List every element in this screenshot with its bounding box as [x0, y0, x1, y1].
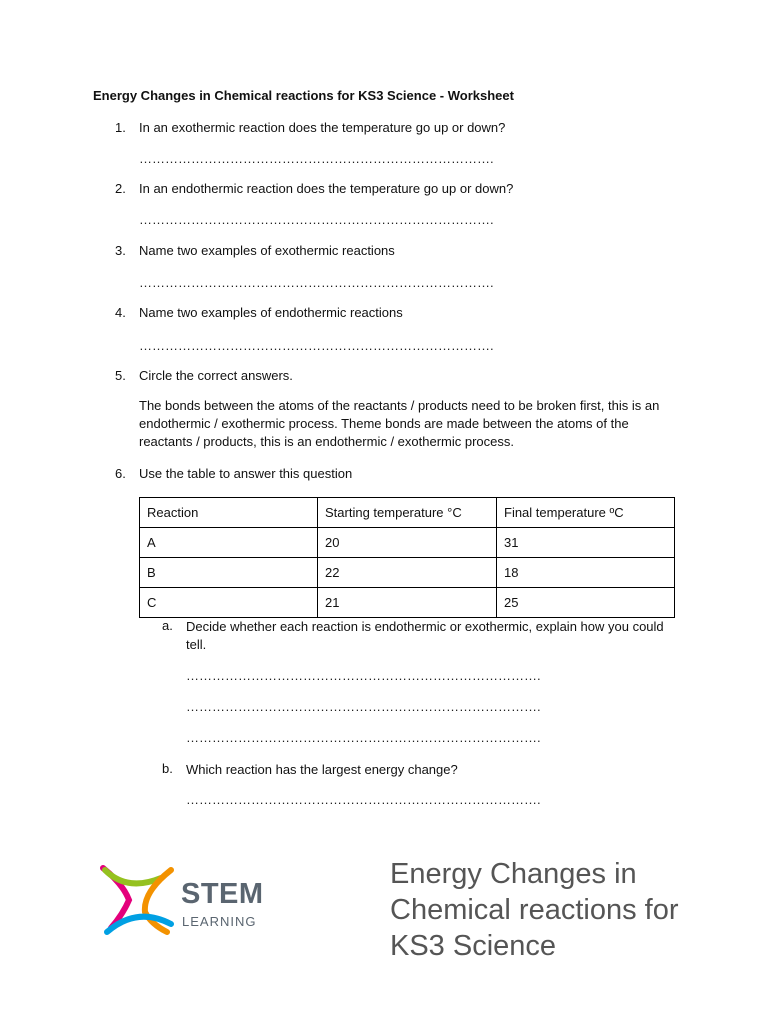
question-1-text: In an exothermic reaction does the temperature go up or down? — [139, 120, 506, 135]
question-4-text: Name two examples of endothermic reactions — [139, 305, 403, 320]
subquestion-b-label: b. — [162, 761, 173, 776]
table-cell: A — [140, 528, 318, 558]
question-6-text: Use the table to answer this question — [139, 466, 353, 481]
circle-answers-paragraph: The bonds between the atoms of the reactants / products need to be broken first, this is an endothermic / exothermic process. Theme bonds are made between the atoms of the reactants / products, this is an endothermic / exothermic process. — [139, 398, 660, 449]
table-row — [140, 558, 675, 588]
reaction-table — [139, 497, 675, 618]
question-2-number: 2. — [115, 181, 126, 196]
table-header-cell: Starting temperature °C — [318, 498, 497, 528]
question-5-number: 5. — [115, 368, 126, 383]
question-1-number: 1. — [115, 120, 126, 135]
table-row — [140, 588, 675, 618]
subquestion-a-label: a. — [162, 618, 173, 633]
table-header-cell: Final temperature ºC — [497, 498, 675, 528]
table-cell: 25 — [497, 588, 675, 618]
answer-line-a2: ………………………………………………………………………. — [186, 699, 541, 714]
answer-line-b1: ………………………………………………………………………. — [186, 792, 541, 807]
table-header-cell: Reaction — [140, 498, 318, 528]
question-2-text: In an endothermic reaction does the temperature go up or down? — [139, 181, 514, 196]
table-row — [140, 528, 675, 558]
answer-line-2: ………………………………………………………………………. — [139, 212, 494, 227]
logo-learning-text: LEARNING — [182, 914, 257, 929]
table-cell: 22 — [318, 558, 497, 588]
table-header-row — [140, 498, 675, 528]
answer-line-4: ………………………………………………………………………. — [139, 338, 494, 353]
answer-line-a3: ………………………………………………………………………. — [186, 730, 541, 745]
table-cell: 31 — [497, 528, 675, 558]
answer-line-3: ………………………………………………………………………. — [139, 275, 494, 290]
footer-title: Energy Changes in Chemical reactions for KS3 Science — [390, 858, 679, 962]
worksheet-title: Energy Changes in Chemical reactions for KS3 Science - Worksheet — [93, 88, 514, 103]
question-5-text: Circle the correct answers. — [139, 368, 293, 383]
question-4-number: 4. — [115, 305, 126, 320]
table-cell: B — [140, 558, 318, 588]
answer-line-1: ………………………………………………………………………. — [139, 151, 494, 166]
table-cell: 18 — [497, 558, 675, 588]
subquestion-b-text: Which reaction has the largest energy change? — [186, 762, 458, 777]
table-cell: 20 — [318, 528, 497, 558]
subquestion-a-text: Decide whether each reaction is endothermic or exothermic, explain how you could tell. — [186, 619, 664, 652]
answer-line-a1: ………………………………………………………………………. — [186, 668, 541, 683]
table-cell: C — [140, 588, 318, 618]
logo-stem-text: STEM — [181, 878, 264, 910]
question-3-number: 3. — [115, 243, 126, 258]
table-cell: 21 — [318, 588, 497, 618]
question-3-text: Name two examples of exothermic reactions — [139, 243, 395, 258]
question-6-number: 6. — [115, 466, 126, 481]
